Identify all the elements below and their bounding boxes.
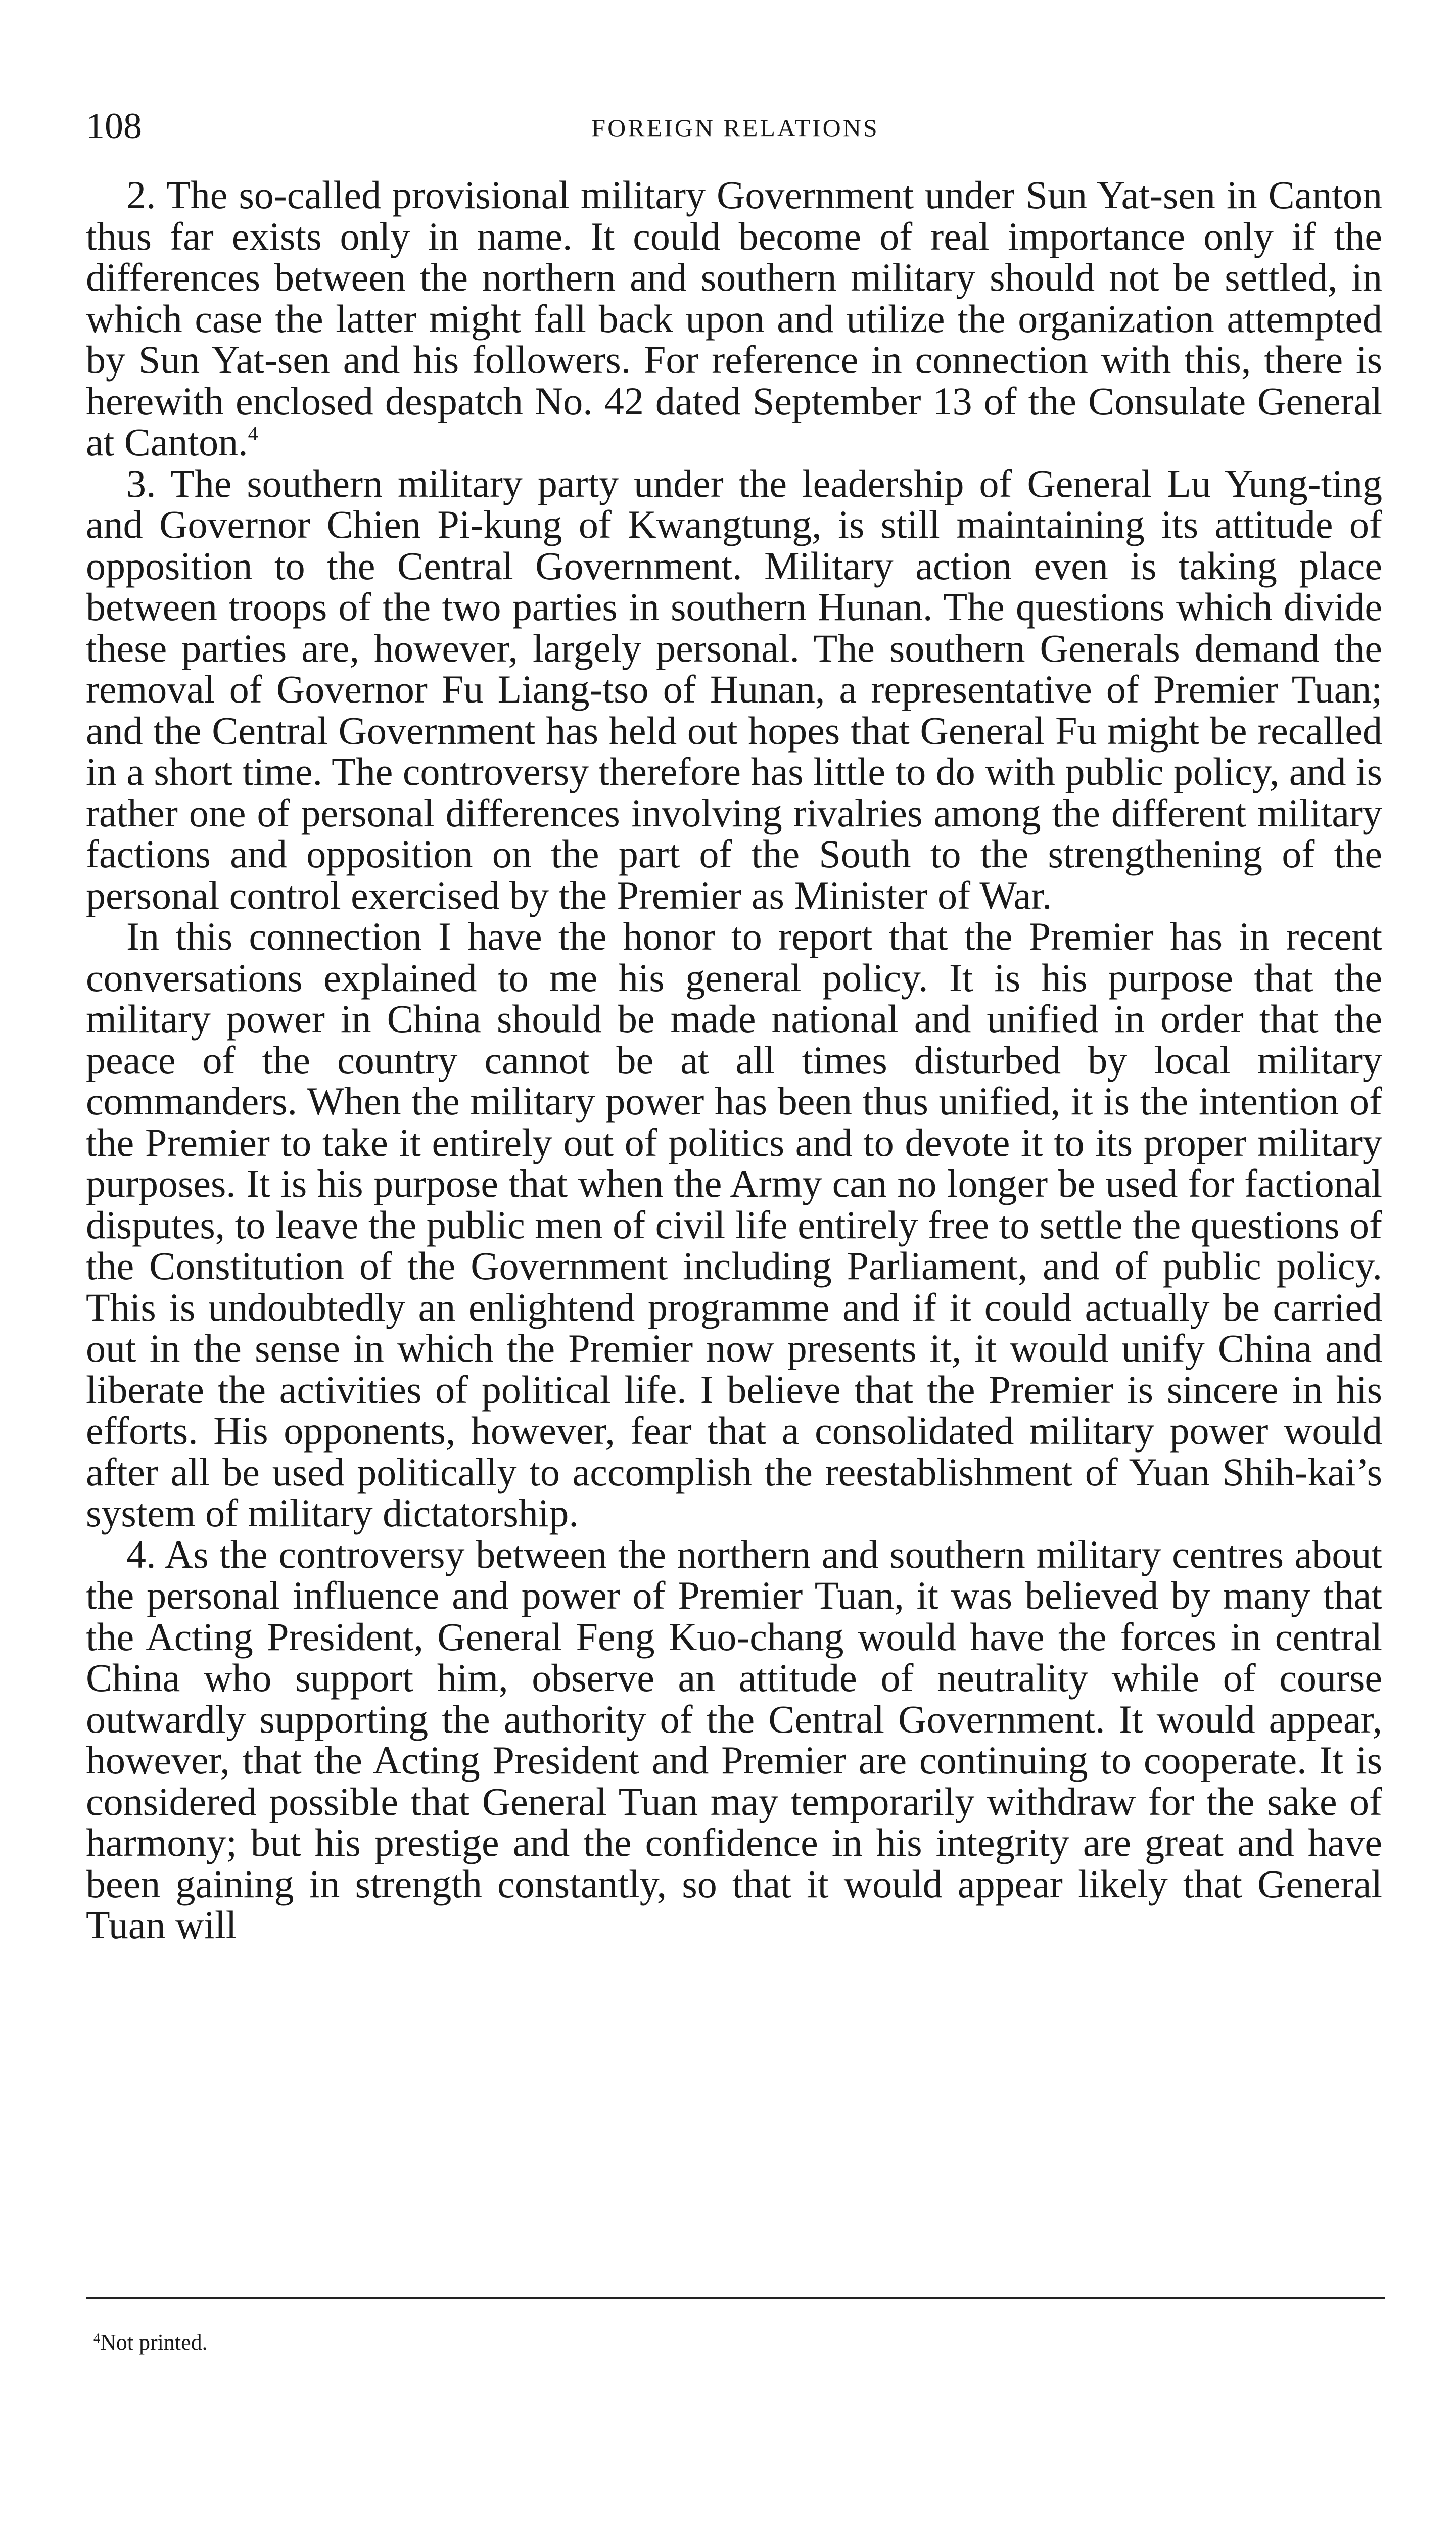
page-number: 108: [86, 106, 142, 147]
footnote-ref: 4: [248, 422, 258, 445]
paragraph-text: In this connection I have the honor to report that the Premier has in recent conversations explained to me his general policy. It is his purpose that the military power in China should be made national and unified in order that the peace of the country cannot be at all times disturbed by local military commanders. When the military power has been thus unified, it is the intention of the Premier to take it entirely out of politics and to devote it to its proper military purposes. It is his purpose that when the Army can no longer be used for factional disputes, to leave the public men of civil life entirely free to settle the questions of the Constitution of the Government including Parliament, and of public policy. This is undoubtedly an enlightend programme and if it could actually be carried out in the sense in which the Premier now presents it, it would unify China and liberate the activities of political life. I believe that the Premier is sincere in his efforts. His opponents, however, fear that a consolidated military power would after all be used politically to accomplish the reestablishment of Yuan Shih-kai’s system of military dictatorship.: [86, 914, 1382, 1535]
paragraph-text: 2. The so-called provisional military Government under Sun Yat-sen in Canton thus far exists only in name. It could become of real importance only if the differences between the northern and southern military should not be settled, in which case the latter might fall back upon and utilize the organization attempted by Sun Yat-sen and his followers. For reference in connection with this, there is herewith enclosed despatch No. 42 dated September 13 of the Consulate General at Canton.: [86, 173, 1382, 464]
paragraph-3: [86, 463, 1382, 916]
running-title: FOREIGN RELATIONS: [591, 114, 879, 142]
paragraph-text: 4. As the controversy between the northern and southern military centres about the personal influence and power of Premier Tuan, it was believed by many that the Acting President, General Feng Kuo-chang would have the forces in central China who support him, observe an attitude of neutrality while of course outwardly supporting the authority of the Central Government. It would appear, however, that the Acting President and Premier are continuing to cooperate. It is considered possible that General Tuan may temporarily withdraw for the sake of harmony; but his prestige and the confidence in his integrity are great and have been gaining in strength constantly, so that it would appear likely that General Tuan will: [86, 1532, 1382, 1947]
footnote-text: Not printed.: [100, 2330, 208, 2355]
running-head: [86, 104, 1385, 149]
footnote-marker: 4: [93, 2331, 100, 2346]
paragraph-2: [86, 174, 1382, 463]
footnote: [93, 2327, 208, 2358]
paragraph-text: 3. The southern military party under the leadership of General Lu Yung-ting and Governor Chien Pi-kung of Kwangtung, is still maintaining its attitude of opposition to the Central Government. Military action even is taking place between troops of the two parties in southern Hunan. The questions which divide these parties are, however, largely personal. The southern Generals demand the removal of Governor Fu Liang-tso of Hunan, a representative of Premier Tuan; and the Central Government has held out hopes that General Fu might be recalled in a short time. The controversy therefore has little to do with public policy, and is rather one of personal differences involving rivalries among the different military factions and opposition on the part of the South to the strengthening of the personal control exercised by the Premier as Minister of War.: [86, 461, 1382, 917]
paragraph-4: [86, 1534, 1382, 1946]
footnote-divider: [86, 2297, 1385, 2299]
body-text: [86, 174, 1382, 1946]
paragraph-premier-policy: [86, 916, 1382, 1534]
